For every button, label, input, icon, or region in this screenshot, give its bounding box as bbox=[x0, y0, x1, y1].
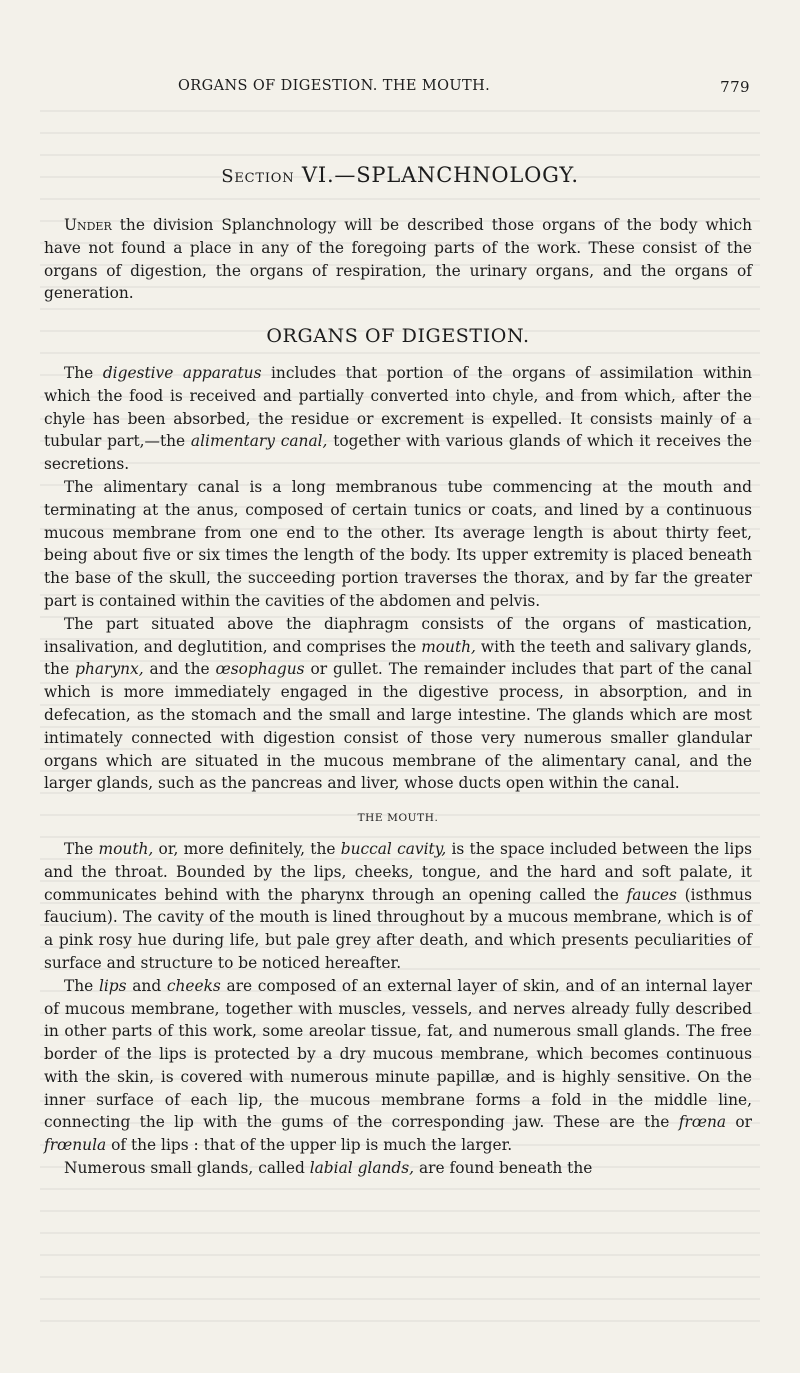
paragraph-diaphragm bbox=[44, 613, 752, 795]
italic-term: frœna bbox=[678, 1113, 727, 1132]
text-run: The bbox=[64, 839, 99, 858]
text-run: is the space included between the lips and the throat. Bounded by the lips, cheeks, tongue, and the hard and soft palate, it communicates behind with the pharynx through an opening called the bbox=[44, 839, 753, 904]
italic-term: cheeks bbox=[166, 976, 221, 995]
section-title: VI.—SPLANCHNOLOGY. bbox=[301, 163, 579, 187]
text-run: (isthmus faucium). The cavity of the mouth is lined throughout by a mucous membrane, which is of a pink rosy hue during life, but pale grey after death, and which presents peculiarities of surface and structure to be noticed hereafter. bbox=[44, 885, 752, 972]
paragraph-alimentary-canal: The alimentary canal is a long membranous tube commencing at the mouth and terminating at the anus, composed of certain tunics or coats, and lined by a continuous mucous membrane from one end to the other. Its average length is about thirty feet, being about five or six times the length of the body. Its upper extremity is placed beneath the base of the skull, the succeeding portion traverses the thorax, and by far the greater part is contained within the cavities of the abdomen and pelvis. bbox=[44, 477, 752, 610]
text-run: and bbox=[126, 976, 167, 995]
italic-term: digestive apparatus bbox=[102, 363, 262, 382]
text-run: The bbox=[64, 976, 99, 995]
paragraph-digestive-apparatus bbox=[44, 362, 752, 476]
intro-paragraph bbox=[44, 214, 752, 305]
text-run: and the bbox=[143, 660, 216, 679]
paragraph-labial-glands bbox=[44, 1157, 752, 1180]
italic-term: labial glands, bbox=[309, 1159, 415, 1178]
paragraph-mouth bbox=[44, 838, 752, 975]
section-label: Section bbox=[221, 166, 295, 187]
the-mouth-heading: THE MOUTH. bbox=[357, 812, 439, 825]
italic-term: mouth, bbox=[421, 637, 476, 656]
text-run: of the lips : that of the upper lip is much the larger. bbox=[106, 1136, 513, 1155]
paragraph-lips-cheeks bbox=[44, 975, 752, 1157]
text-run: or, more definitely, the bbox=[153, 839, 341, 858]
intro-text: the division Splanchnology will be described those organs of the body which have not found a place in any of the foregoing parts of the work. These consist of the organs of digestion, the organs of respiration, the urinary organs, and the organs of generation. bbox=[44, 216, 752, 303]
italic-term: alimentary canal, bbox=[190, 432, 328, 451]
body-text bbox=[44, 214, 752, 1180]
italic-term: fauces bbox=[626, 885, 677, 904]
section-heading bbox=[0, 163, 800, 187]
text-run: Numerous small glands, called bbox=[64, 1159, 310, 1178]
text-run: or bbox=[726, 1113, 753, 1132]
italic-term: œsophagus bbox=[215, 660, 305, 679]
italic-term: pharynx, bbox=[75, 660, 144, 679]
text-run: are composed of an external layer of skin, and of an internal layer of mucous membrane, together with muscles, vessels, and nerves already fully described in other parts of this work, some areolar tissue, fat, and numerous small glands. The free border of the lips is protected by a dry mucous membrane, which becomes continuous with the skin, is covered with numerous minute papillæ, and is highly sensitive. On the inner surface of each lip, the mucous membrane forms a fold in the middle line, connecting the lip with the gums of the corresponding jaw. These are the bbox=[44, 976, 752, 1132]
text-run: are found beneath the bbox=[414, 1159, 593, 1178]
text-run: together with various glands of which it receives the secretions. bbox=[44, 432, 752, 474]
italic-term: frœnula bbox=[44, 1136, 107, 1155]
text-run: with the teeth and salivary glands, the bbox=[44, 637, 752, 679]
running-head bbox=[60, 78, 760, 104]
page-number: 779 bbox=[720, 78, 750, 96]
running-head-title: ORGANS OF DIGESTION. THE MOUTH. bbox=[178, 78, 491, 94]
text-run: includes that portion of the organs of assimilation within which the food is received and partially converted into chyle, and from which, after the chyle has been absorbed, the residue or excrement is expelled. It consists mainly of a tubular part,—the bbox=[44, 363, 752, 451]
intro-lead-word: Under bbox=[64, 216, 112, 234]
organs-of-digestion-heading: ORGANS OF DIGESTION. bbox=[266, 325, 530, 348]
italic-term: buccal cavity, bbox=[340, 839, 447, 858]
italic-term: lips bbox=[98, 976, 127, 995]
italic-term: mouth, bbox=[98, 839, 154, 858]
text-run: or gullet. The remainder includes that part of the canal which is more immediately engaged in the digestive process, in absorption, and in defecation, as the stomach and the small and large intestine. The glands which are most intimately connected with digestion consist of those very numerous smaller glandular organs which are situated in the mucous membrane of the alimentary canal, and the larger glands, such as the pancreas and liver, whose ducts open within the canal. bbox=[44, 660, 752, 793]
text-run: The bbox=[64, 363, 103, 382]
text-run: The part situated above the diaphragm consists of the organs of mastication, insalivation, and deglutition, and comprises the bbox=[44, 614, 752, 656]
